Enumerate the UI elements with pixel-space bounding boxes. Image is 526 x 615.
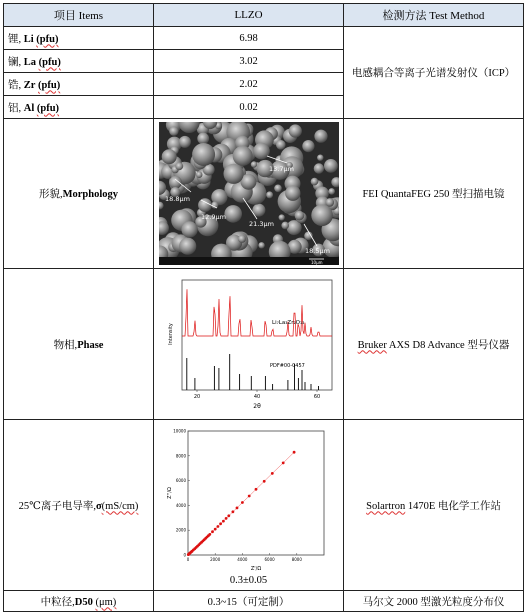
- sem-label-5: 18.5μm: [304, 247, 330, 255]
- eis-x-tick-label: 8000: [291, 556, 302, 562]
- sem-particle: [232, 146, 252, 166]
- xrd-xlabel: 2θ: [252, 403, 261, 410]
- spec-table: [3, 3, 524, 612]
- sem-particle: [211, 202, 218, 209]
- sem-particle: [304, 232, 313, 241]
- sem-particle: [181, 221, 197, 237]
- sem-particle: [169, 127, 178, 136]
- eis-y-tick-label: 6000: [175, 477, 186, 483]
- eis-point: [222, 519, 225, 522]
- eis-point: [211, 530, 214, 533]
- eis-cell: [154, 420, 344, 591]
- d50-method: 马尔文 2000 型激光粒度分布仪: [344, 591, 524, 612]
- sem-label-1: 13.7μm: [268, 165, 294, 173]
- conductivity-method: Solartron 1470E 电化学工作站: [344, 420, 524, 591]
- xrd-sample-label: Li₇La₃Zr₂O₁₂: [271, 320, 304, 326]
- value-al: 0.02: [154, 96, 344, 119]
- value-la: 3.02: [154, 50, 344, 73]
- sem-label-4: 21.3μm: [248, 220, 274, 228]
- eis-y-tick-label: 0: [182, 552, 186, 557]
- sem-particle: [310, 178, 318, 186]
- eis-xlabel: Z'/Ω: [250, 565, 261, 572]
- sem-particle: [328, 188, 335, 195]
- sem-particle: [311, 205, 333, 227]
- eis-point: [254, 487, 257, 490]
- sem-particle: [288, 124, 301, 137]
- eis-x-tick-label: 6000: [264, 556, 275, 562]
- eis-point: [247, 494, 250, 497]
- eis-point: [235, 506, 238, 509]
- sem-particle: [266, 191, 273, 198]
- sem-label-3: 12.9μm: [200, 213, 226, 221]
- sem-particle: [294, 211, 304, 221]
- eis-point: [208, 533, 211, 536]
- row-d50: [4, 591, 524, 612]
- sem-particle: [198, 198, 212, 212]
- eis-point: [213, 527, 216, 530]
- sem-particle: [178, 136, 190, 148]
- sem-particle: [325, 198, 334, 207]
- sem-particle: [179, 238, 196, 255]
- eis-point: [270, 472, 273, 475]
- xrd-tick-label: 60: [313, 394, 320, 400]
- eis-y-tick-label: 10000: [172, 428, 186, 433]
- icp-method: 电感耦合等离子光谱发射仪（ICP）: [344, 27, 524, 119]
- row-li: [4, 27, 524, 50]
- sem-particle: [274, 185, 282, 193]
- eis-point: [281, 461, 284, 464]
- value-li: 6.98: [154, 27, 344, 50]
- header-row: [4, 4, 524, 27]
- label-conductivity: 25℃离子电导率,σ(mS/cm): [4, 420, 154, 591]
- label-la: 镧, La (pfu): [4, 50, 154, 73]
- eis-chart: [164, 425, 334, 573]
- eis-point: [216, 525, 219, 528]
- sem-particle: [223, 164, 243, 184]
- eis-point: [292, 450, 295, 453]
- eis-x-tick-label: 2000: [209, 556, 220, 562]
- xrd-ylabel: Intensity: [167, 323, 174, 345]
- sem-particle: [161, 149, 176, 164]
- header-items: 项目 Items: [4, 4, 154, 27]
- sem-particle: [192, 143, 215, 166]
- row-morphology: [4, 119, 524, 269]
- sem-label-2: 18.8μm: [164, 195, 190, 203]
- label-morphology: 形貌,Morphology: [4, 119, 154, 269]
- sem-particle: [302, 140, 314, 152]
- eis-y-tick-label: 4000: [175, 502, 186, 508]
- label-phase: 物相,Phase: [4, 269, 154, 420]
- eis-x-tick-label: 4000: [236, 556, 247, 562]
- eis-y-tick-label: 8000: [175, 452, 186, 458]
- label-li: 锂, Li (pfu): [4, 27, 154, 50]
- value-d50: 0.3~15（可定制）: [154, 591, 344, 612]
- eis-point: [262, 479, 265, 482]
- label-zr: 锆, Zr (pfu): [4, 73, 154, 96]
- eis-point: [227, 514, 230, 517]
- sem-particle: [175, 162, 183, 170]
- eis-point: [224, 517, 227, 520]
- xrd-tick-label: 20: [193, 394, 200, 400]
- label-al: 铝, Al (pfu): [4, 96, 154, 119]
- sem-particle: [278, 214, 284, 220]
- sem-particle: [314, 130, 327, 143]
- morphology-method: FEI QuantaFEG 250 型扫描电镜: [344, 119, 524, 269]
- xrd-chart: [160, 274, 338, 414]
- eis-point: [241, 501, 244, 504]
- sem-particle: [250, 161, 256, 167]
- sem-particle: [237, 235, 245, 243]
- xrd-cell: [154, 269, 344, 420]
- sem-particle: [253, 143, 270, 160]
- phase-method: Bruker AXS D8 Advance 型号仪器: [344, 269, 524, 420]
- xrd-x-ticks: [193, 390, 319, 400]
- sem-particle: [317, 155, 323, 161]
- xrd-ref-label: PDF#00-0457: [269, 363, 305, 369]
- sem-particle: [313, 163, 323, 173]
- sem-particle: [197, 133, 209, 145]
- sem-particle: [276, 140, 286, 150]
- sem-particle: [224, 205, 242, 223]
- eis-ylabel: Z''/Ω: [166, 486, 173, 499]
- eis-point: [219, 522, 222, 525]
- sem-particle: [281, 222, 289, 230]
- sem-particle: [258, 242, 264, 248]
- header-llzo: LLZO: [154, 4, 344, 27]
- row-phase: [4, 269, 524, 420]
- eis-point: [231, 510, 234, 513]
- row-conductivity: [4, 420, 524, 591]
- sem-particle: [285, 186, 300, 201]
- label-d50: 中粒径,D50 (μm): [4, 591, 154, 612]
- sem-particle: [169, 176, 182, 189]
- sem-particle: [324, 159, 338, 173]
- sem-particle: [195, 171, 202, 178]
- conductivity-value: 0.3±0.05: [229, 574, 268, 586]
- eis-x-tick-label: 0: [186, 556, 189, 562]
- sem-image: [159, 122, 339, 265]
- xrd-tick-label: 40: [253, 394, 260, 400]
- sem-cell: [154, 119, 344, 269]
- header-method: 检测方法 Test Method: [344, 4, 524, 27]
- eis-y-tick-label: 2000: [175, 527, 186, 533]
- value-zr: 2.02: [154, 73, 344, 96]
- sem-scale: 10μm: [310, 260, 323, 265]
